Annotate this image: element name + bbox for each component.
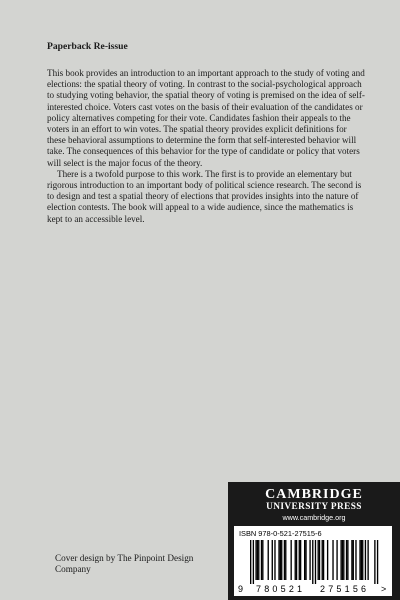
barcode-bar [296,540,297,580]
barcode-bar [299,540,300,580]
barcode-left-group: 780521 [256,584,306,594]
barcode-right-group: 275156 [320,584,370,594]
barcode-bar [295,540,296,580]
barcode-bar [272,540,273,580]
barcode-bar [268,540,269,580]
barcode-bar [255,540,256,580]
barcode-bar [336,540,337,580]
barcode-bar [304,540,305,580]
blurb-paragraph-1: This book provides an introduction to an important approach to the study of voting and elections: the spatial theory of voting. In contrast to the social-psychological approach to studying voting behavior, the spatial theory of voting is premised on the idea of self-interested choice. Voters cast votes on the basis of their evaluation of the candidates or policy alternatives competing for their vote. Candidates fashion their appeals to the voters in an effort to win votes. The spatial theory provides explicit definitions for these behavioral assumptions to determine the form that self-interested behavior will take. The consequences of this behavior for the type of candidate or policy that voters will select is the major focus of the theory. [47,68,365,168]
publisher-name: CAMBRIDGE [265,487,363,502]
barcode-bar [340,540,341,580]
barcode-bar [278,540,279,580]
barcode-bar [332,540,333,580]
barcode-end-mark: > [381,584,387,594]
barcode-panel [234,526,392,596]
blurb-paragraph-2: There is a twofold purpose to this work. The first is to provide an elementary but rigorous introduction to an important body of political science research. The second is to design and test a spatial theory of elections that provides insights into the nature of election contests. The book will appeal to a wide audience, since the mathematics is kept to an accessible level. [47,168,362,224]
barcode-bar [250,540,251,584]
barcode-bar [343,540,344,580]
barcode-bar [253,540,254,584]
barcode-bar [274,540,275,580]
barcode-lead-digit: 9 [238,584,244,594]
barcode-bar [353,540,354,580]
barcode-bar [362,540,363,580]
barcode-bar [309,540,310,580]
publisher-imprint-box [228,482,400,600]
barcode-bar [365,540,366,580]
barcode-bar [280,540,281,580]
publisher-url: www.cambridge.org [282,513,346,522]
barcode-bar [322,540,323,580]
isbn-label: ISBN 978-0-521-27515-6 [239,529,322,538]
barcode-bar [327,540,328,580]
barcode-bar [284,540,285,580]
barcode-bar [291,540,292,580]
barcode-bar [361,540,362,580]
barcode-bar [318,540,319,580]
cover-design-credit: Cover design by The Pinpoint Design Company [55,553,194,575]
barcode-bar [319,540,320,580]
barcode-bar [261,540,262,580]
barcode-bar [347,540,348,580]
blurb [47,68,365,225]
publisher-logo [228,487,400,522]
barcode-bar [367,540,368,580]
publisher-press: UNIVERSITY PRESS [266,502,362,512]
barcode-bar [262,540,263,580]
barcode-icon [238,540,388,584]
barcode-bar [305,540,306,580]
barcode-bar [281,540,282,580]
barcode-bar [377,540,378,584]
barcode-bar [342,540,343,580]
barcode-bar [315,540,316,584]
barcode-bar [312,540,313,584]
barcode-bar [300,540,301,580]
barcode-bar [258,540,259,580]
reissue-heading: Paperback Re-issue [47,41,128,52]
barcode-bar [346,540,347,580]
barcode-bar [285,540,286,580]
barcode-bar [323,540,324,580]
barcode-bar [359,540,360,580]
barcode-bar [257,540,258,580]
barcode-bar [355,540,356,580]
barcode-bar [374,540,375,584]
barcode-bar [351,540,352,580]
